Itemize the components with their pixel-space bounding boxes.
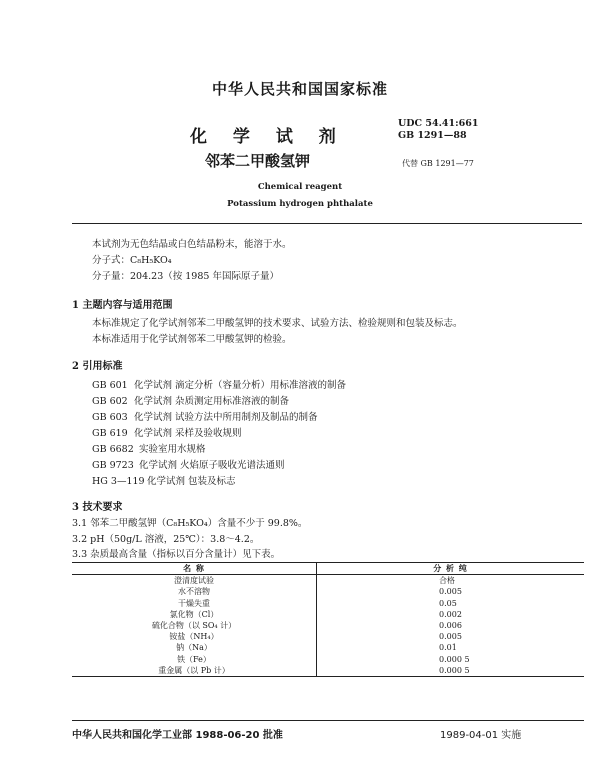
impurity-table — [72, 562, 584, 677]
table-header-row — [72, 563, 584, 575]
reference-item — [92, 380, 346, 392]
reference-text: 化学试剂 火焰原子吸收光谱法通则 — [139, 460, 285, 471]
reference-text: 化学试剂 包装及标志 — [147, 476, 236, 487]
document-subtitle: 邻苯二甲酸氢钾 — [205, 152, 311, 170]
reference-text: 化学试剂 试验方法中所用制剂及制品的制备 — [134, 412, 318, 423]
intro-description: 本试剂为无色结晶或白色结晶粉末，能溶于水。 — [92, 239, 292, 250]
reference-code: GB 6682 — [92, 444, 134, 455]
section-1-paragraph-1: 本标准规定了化学试剂邻苯二甲酸氢钾的技术要求、试验方法、检验规则和包装及标志。 — [92, 318, 463, 329]
reference-code: GB 9723 — [92, 460, 134, 471]
reference-text: 化学试剂 采样及验收规则 — [134, 428, 242, 439]
clause-3-3: 3.3 杂质最高含量（指标以百分含量计）见下表。 — [72, 549, 281, 560]
effective-date: 1989-04-01 实施 — [440, 730, 522, 741]
intro-formula: 分子式：C₈H₅KO₄ — [92, 255, 172, 266]
section-3-heading: 3 技术要求 — [72, 502, 123, 513]
table-row — [72, 654, 584, 665]
table-row — [72, 598, 584, 609]
reference-code: GB 602 — [92, 396, 128, 407]
reference-item — [92, 476, 236, 488]
gb-code: GB 1291—88 — [398, 130, 467, 141]
reference-item — [92, 460, 285, 472]
impurity-name: 铵盐（NH₄） — [169, 632, 219, 642]
country-standard-title: 中华人民共和国国家标准 — [211, 80, 388, 98]
impurity-name: 铁（Fe） — [177, 654, 211, 664]
udc-code: UDC 54.41:661 — [398, 118, 479, 129]
impurity-limit: 0.000 5 — [317, 665, 585, 677]
impurity-name: 钠（Na） — [176, 643, 212, 653]
reference-text: 化学试剂 杂质测定用标准溶液的制备 — [134, 396, 290, 407]
table-row — [72, 575, 584, 587]
impurity-name: 水不溶物 — [178, 587, 210, 597]
impurity-name: 澄清度试验 — [174, 576, 214, 586]
table-row — [72, 620, 584, 631]
reference-text: 化学试剂 滴定分析（容量分析）用标准溶液的制备 — [134, 380, 347, 391]
reference-code: GB 619 — [92, 428, 128, 439]
section-1-paragraph-2: 本标准适用于化学试剂邻苯二甲酸氢钾的检验。 — [92, 334, 292, 345]
impurity-name: 重金属（以 Pb 计） — [72, 665, 317, 677]
impurity-limit: 0.000 5 — [317, 654, 585, 665]
impurity-limit: 0.005 — [317, 631, 585, 642]
table-row — [72, 631, 584, 642]
reference-item — [92, 444, 206, 456]
impurity-limit: 0.006 — [317, 620, 585, 631]
clause-3-2: 3.2 pH（50g/L 溶液，25℃）：3.8～4.2。 — [72, 534, 260, 545]
english-title: Chemical reagent — [257, 182, 343, 192]
impurity-name: 氯化物（Cl） — [169, 609, 219, 619]
impurity-name: 硫化合物（以 SO₄ 计） — [151, 621, 237, 631]
table-row — [72, 586, 584, 597]
reference-text: 实验室用水规格 — [139, 444, 206, 455]
english-subtitle: Potassium hydrogen phthalate — [227, 199, 373, 209]
column-header-name: 名 称 — [72, 563, 317, 575]
reference-code: GB 603 — [92, 412, 128, 423]
impurity-limit: 0.05 — [317, 598, 585, 609]
column-header-grade: 分 析 纯 — [317, 563, 585, 575]
intro-molecular-weight: 分子量：204.23（按 1985 年国际原子量） — [92, 271, 279, 282]
reference-item — [92, 412, 318, 424]
table-row — [72, 642, 584, 653]
reference-code: HG 3—119 — [92, 476, 145, 487]
document-title: 化 学 试 剂 — [190, 127, 346, 147]
table-row — [72, 665, 584, 677]
impurity-name: 干燥失重 — [178, 598, 210, 608]
impurity-limit: 0.002 — [317, 609, 585, 620]
table-row — [72, 609, 584, 620]
impurity-limit: 0.01 — [317, 642, 585, 653]
reference-item — [92, 428, 242, 440]
impurity-limit: 0.005 — [317, 586, 585, 597]
footer-divider — [72, 720, 584, 721]
section-1-heading: 1 主题内容与适用范围 — [72, 300, 173, 311]
clause-3-1: 3.1 邻苯二甲酸氢钾（C₈H₅KO₄）含量不少于 99.8%。 — [72, 518, 308, 529]
impurity-limit: 合格 — [317, 575, 585, 587]
approval-line: 中华人民共和国化学工业部 1988-06-20 批准 — [72, 730, 283, 741]
reference-code: GB 601 — [92, 380, 128, 391]
replaces-code: 代替 GB 1291—77 — [402, 159, 474, 168]
header-divider — [72, 223, 582, 224]
section-2-heading: 2 引用标准 — [72, 361, 123, 372]
reference-item — [92, 396, 289, 408]
